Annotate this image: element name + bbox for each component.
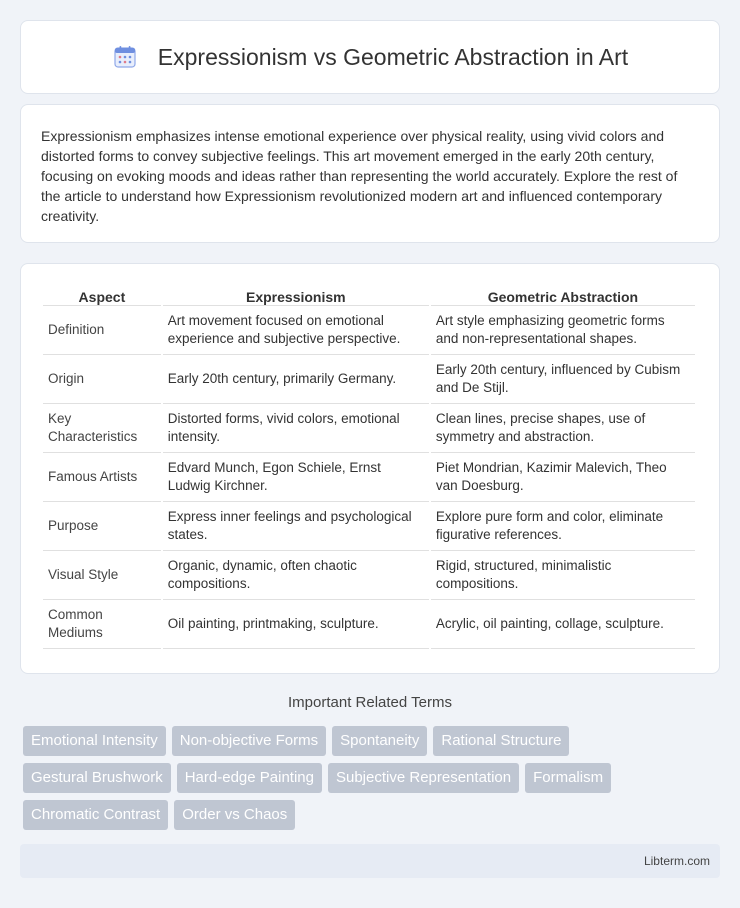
row-expressionism: Express inner feelings and psychological states.: [163, 502, 429, 551]
row-geometric: Art style emphasizing geometric forms and non-representational shapes.: [431, 306, 695, 355]
row-aspect: Definition: [43, 306, 161, 355]
comparison-table: [41, 284, 697, 649]
related-term-tag[interactable]: Hard-edge Painting: [177, 763, 322, 793]
header-aspect: Aspect: [43, 284, 161, 306]
row-expressionism: Early 20th century, primarily Germany.: [163, 355, 429, 404]
row-geometric: Acrylic, oil painting, collage, sculpture.: [431, 600, 695, 649]
table-row: [43, 355, 695, 404]
related-term-tag[interactable]: Order vs Chaos: [174, 800, 295, 830]
footer-site-link[interactable]: Libterm.com: [643, 854, 710, 868]
row-aspect: Common Mediums: [43, 600, 161, 649]
intro-card: [20, 104, 720, 243]
related-term-tag[interactable]: Subjective Representation: [328, 763, 519, 793]
related-term-tag[interactable]: Emotional Intensity: [23, 726, 166, 756]
calendar-grid-icon: [112, 44, 138, 70]
row-aspect: Famous Artists: [43, 453, 161, 502]
header-expressionism: Expressionism: [163, 284, 429, 306]
row-expressionism: Art movement focused on emotional experience and subjective perspective.: [163, 306, 429, 355]
intro-text: Expressionism emphasizes intense emotional experience over physical reality, using vivid colors and distorted forms to convey subjective feelings. This art movement emerged in the early 20th century, focusing on evoking moods and ideas rather than representing the world accurately. Explore the rest of the article to understand how Expressionism revolutionized modern art and influenced contemporary creativity.: [41, 128, 678, 224]
table-row: [43, 404, 695, 453]
related-term-tag[interactable]: Gestural Brushwork: [23, 763, 171, 793]
related-terms-title: Important Related Terms: [288, 694, 452, 711]
footer: [20, 844, 720, 878]
row-expressionism: Oil painting, printmaking, sculpture.: [163, 600, 429, 649]
row-aspect: Origin: [43, 355, 161, 404]
row-aspect: Purpose: [43, 502, 161, 551]
row-geometric: Rigid, structured, minimalistic compositions.: [431, 551, 695, 600]
related-term-tag[interactable]: Non-objective Forms: [172, 726, 326, 756]
table-row: [43, 453, 695, 502]
header-geometric-abstraction: Geometric Abstraction: [431, 284, 695, 306]
table-row: [43, 306, 695, 355]
comparison-table-card: [20, 263, 720, 674]
row-geometric: Clean lines, precise shapes, use of symmetry and abstraction.: [431, 404, 695, 453]
row-aspect: Visual Style: [43, 551, 161, 600]
related-term-tag[interactable]: Formalism: [525, 763, 611, 793]
row-aspect: Key Characteristics: [43, 404, 161, 453]
page-title: Expressionism vs Geometric Abstraction in Art: [157, 43, 629, 70]
table-row: [43, 600, 695, 649]
row-geometric: Early 20th century, influenced by Cubism and De Stijl.: [431, 355, 695, 404]
table-header-row: [43, 284, 695, 306]
title-card: [20, 20, 720, 94]
row-geometric: Explore pure form and color, eliminate figurative references.: [431, 502, 695, 551]
related-term-tag[interactable]: Spontaneity: [332, 726, 427, 756]
row-expressionism: Organic, dynamic, often chaotic compositions.: [163, 551, 429, 600]
table-row: [43, 551, 695, 600]
row-expressionism: Distorted forms, vivid colors, emotional intensity.: [163, 404, 429, 453]
row-geometric: Piet Mondrian, Kazimir Malevich, Theo van Doesburg.: [431, 453, 695, 502]
related-term-tag[interactable]: Chromatic Contrast: [23, 800, 168, 830]
related-terms-list: [23, 726, 723, 830]
related-term-tag[interactable]: Rational Structure: [433, 726, 569, 756]
row-expressionism: Edvard Munch, Egon Schiele, Ernst Ludwig Kirchner.: [163, 453, 429, 502]
table-row: [43, 502, 695, 551]
